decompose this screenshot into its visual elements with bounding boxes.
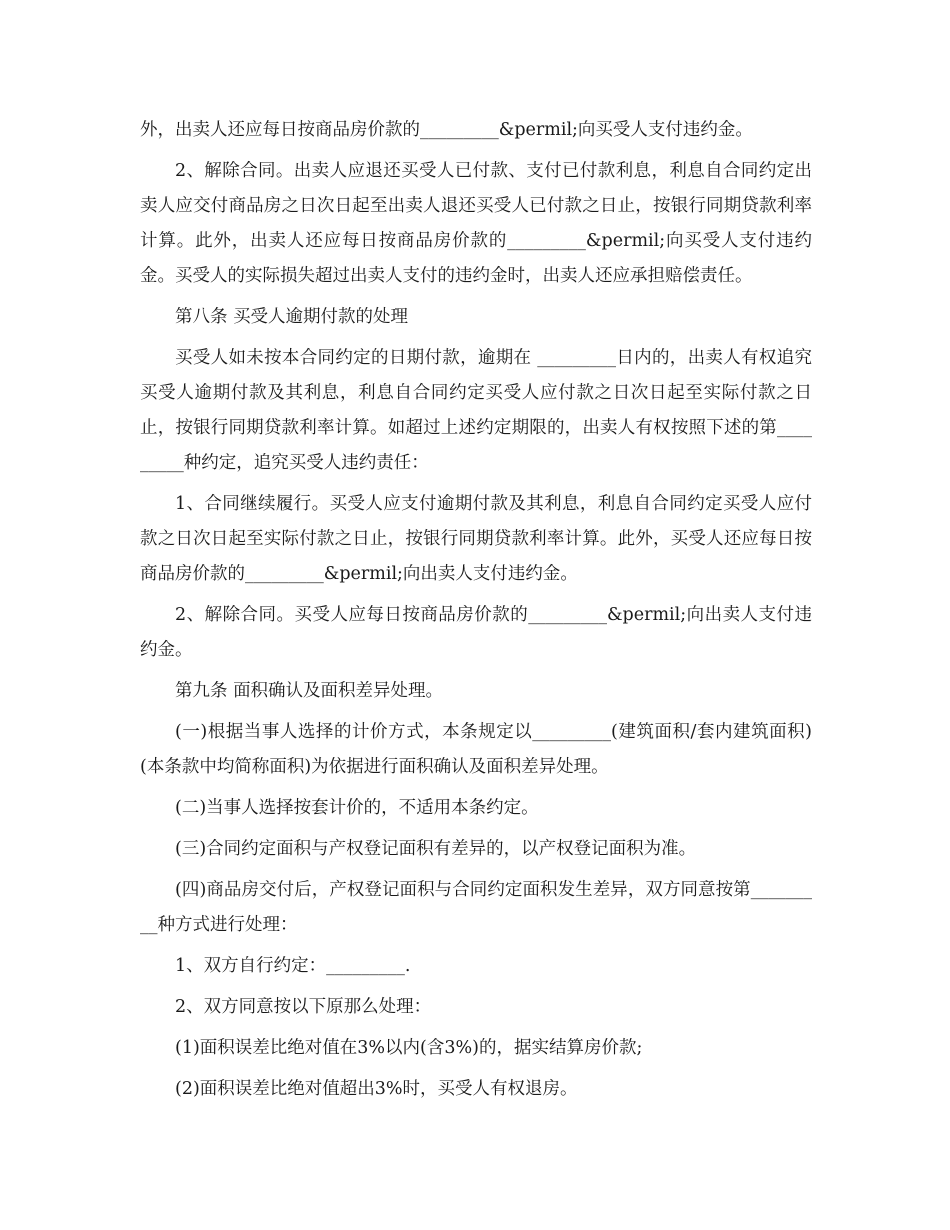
paragraph-11: (四)商品房交付后，产权登记面积与合同约定面积发生差异，双方同意按第_________种方式进行处理：	[140, 880, 812, 935]
paragraph-8: (一)根据当事人选择的计价方式，本条规定以_________(建筑面积/套内建筑面积)(本条款中均简称面积)为依据进行面积确认及面积差异处理。	[140, 722, 812, 777]
document-body	[140, 113, 812, 1113]
paragraph-13: 2、双方同意按以下原那么处理：	[175, 997, 432, 1017]
paragraph-10: (三)合同约定面积与产权登记面积有差异的，以产权登记面积为准。	[175, 839, 697, 859]
article-8-heading: 第八条 买受人逾期付款的处理	[175, 307, 409, 327]
paragraph-15: (2)面积误差比绝对值超出3%时，买受人有权退房。	[175, 1079, 578, 1099]
paragraph-5: 1、合同继续履行。买受人应支付逾期付款及其利息，利息自合同约定买受人应付款之日次日起至实际付款之日止，按银行同期贷款利率计算。此外，买受人还应每日按商品房价款的_________&permil;向出卖人支付违约金。	[140, 494, 812, 584]
paragraph-14: (1)面积误差比绝对值在3%以内(含3%)的，据实结算房价款;	[175, 1038, 643, 1058]
paragraph-4: 买受人如未按本合同约定的日期付款，逾期在 _________日内的，出卖人有权追究买受人逾期付款及其利息，利息自合同约定买受人应付款之日次日起至实际付款之日止，按银行同期贷款利率计算。如超过上述约定期限的，出卖人有权按照下述的第_________种约定，追究买受人违约责任：	[140, 348, 812, 473]
paragraph-1: 外，出卖人还应每日按商品房价款的_________&permil;向买受人支付违约金。	[140, 120, 753, 140]
paragraph-6: 2、解除合同。买受人应每日按商品房价款的_________&permil;向出卖人支付违约金。	[140, 605, 812, 660]
article-9-heading: 第九条 面积确认及面积差异处理。	[175, 681, 444, 701]
paragraph-9: (二)当事人选择按套计价的，不适用本条约定。	[175, 798, 539, 818]
paragraph-12: 1、双方自行约定：_________.	[175, 956, 411, 976]
paragraph-2: 2、解除合同。出卖人应退还买受人已付款、支付已付款利息，利息自合同约定出卖人应交付商品房之日次日起至出卖人退还买受人已付款之日止，按银行同期贷款利率计算。此外，出卖人还应每日按商品房价款的_________&permil;向买受人支付违约金。买受人的实际损失超过出卖人支付的违约金时，出卖人还应承担赔偿责任。	[140, 161, 812, 286]
